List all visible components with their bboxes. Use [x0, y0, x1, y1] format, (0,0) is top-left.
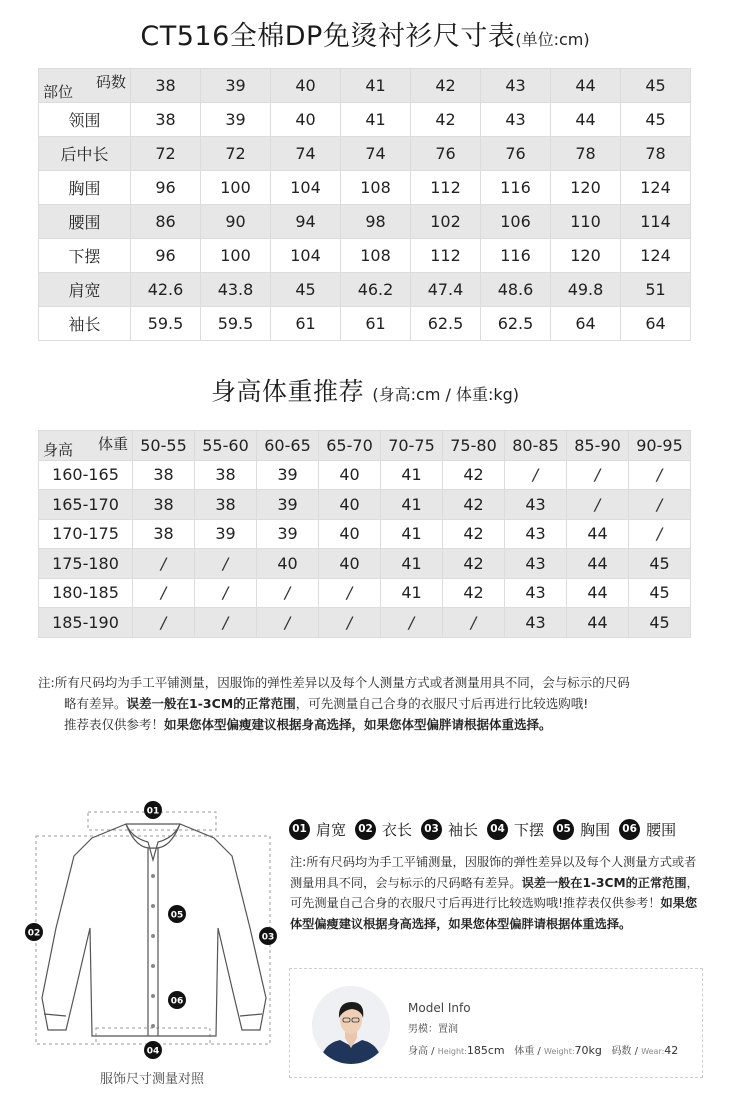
diagram-badges	[22, 798, 282, 1068]
recommend-cell: 38	[133, 460, 195, 490]
legend-label: 下摆	[514, 820, 545, 839]
recommend-cell: 41	[381, 578, 443, 608]
height-label-cell: 175-180	[39, 549, 133, 579]
recommend-cell: 43	[505, 608, 567, 638]
recommend-cell: /	[195, 608, 257, 638]
measurement-legend	[289, 817, 709, 841]
model-weight-en: Weight:	[543, 1047, 575, 1056]
corner-bottom-label: 部位	[43, 83, 74, 101]
legend-number-icon: 01	[289, 819, 310, 840]
recommend-header-row	[39, 431, 691, 461]
size-cell: 47.4	[411, 273, 481, 307]
model-height-en: Height:	[437, 1047, 467, 1056]
size-header-cell: 39	[201, 69, 271, 103]
svg-text:04: 04	[146, 1046, 160, 1057]
size-cell: 61	[271, 307, 341, 341]
size-cell: 72	[201, 137, 271, 171]
size-cell: 43.8	[201, 273, 271, 307]
recommend-cell: 39	[195, 519, 257, 549]
model-info-card	[289, 968, 703, 1078]
recommend-cell: 38	[195, 460, 257, 490]
recommend-cell: /	[381, 608, 443, 638]
size-cell: 116	[481, 171, 551, 205]
note-line-3	[38, 714, 698, 735]
model-weight: 70kg	[574, 1044, 602, 1057]
size-cell: 45	[271, 273, 341, 307]
size-cell: 78	[551, 137, 621, 171]
size-cell: 39	[201, 103, 271, 137]
recommend-row	[39, 578, 691, 608]
weight-header-cell: 70-75	[381, 431, 443, 461]
size-chart-title-text: CT516全棉DP免烫衬衫尺寸表	[140, 21, 516, 52]
recommend-row	[39, 608, 691, 638]
note-line-2b: 误差一般在1-3CM的正常范围	[126, 696, 296, 711]
size-cell: 62.5	[481, 307, 551, 341]
recommend-cell: /	[629, 490, 691, 520]
recommend-cell: 41	[381, 490, 443, 520]
legend-item	[289, 819, 346, 840]
note-line-3a: 推荐表仅供参考！	[64, 717, 165, 732]
recommend-cell: /	[319, 578, 381, 608]
note-line-2c: ，可先测量自己合身的衣服尺寸后再进行比较选购哦!	[295, 696, 589, 711]
recommend-cell: 38	[133, 490, 195, 520]
legend-item	[487, 819, 544, 840]
recommend-cell: /	[443, 608, 505, 638]
recommend-cell: 39	[257, 519, 319, 549]
weight-header-cell: 50-55	[133, 431, 195, 461]
note2-d: 推荐表仅供参考！	[563, 896, 661, 910]
size-cell: 100	[201, 171, 271, 205]
size-row	[39, 137, 691, 171]
recommend-cell: /	[257, 578, 319, 608]
recommend-cell: 40	[319, 490, 381, 520]
weight-header-cell: 75-80	[443, 431, 505, 461]
size-cell: 108	[341, 239, 411, 273]
legend-number-icon: 04	[487, 819, 508, 840]
recommend-row	[39, 549, 691, 579]
size-chart-table	[38, 68, 691, 341]
note2-e: 如果您体型偏瘦建议根据身高选择，如果您体型偏胖请根据体重选择。	[290, 896, 698, 931]
corner-bottom-label: 身高	[43, 440, 74, 459]
measurement-note-2	[290, 852, 704, 934]
recommend-cell: 45	[629, 549, 691, 579]
size-cell: 76	[481, 137, 551, 171]
size-cell: 48.6	[481, 273, 551, 307]
size-cell: 40	[271, 103, 341, 137]
note2-b: 误差一般在1-3CM的正常范围	[521, 875, 687, 890]
size-header-cell: 43	[481, 69, 551, 103]
recommend-cell: 40	[319, 519, 381, 549]
legend-label: 腰围	[646, 820, 677, 839]
weight-header-cell: 80-85	[505, 431, 567, 461]
size-cell: 96	[131, 171, 201, 205]
legend-item	[553, 819, 610, 840]
recommend-cell: 42	[443, 549, 505, 579]
size-cell: 74	[271, 137, 341, 171]
recommend-cell: /	[505, 460, 567, 490]
size-cell: 45	[621, 103, 691, 137]
size-cell: 46.2	[341, 273, 411, 307]
size-corner-cell	[39, 69, 131, 103]
size-row	[39, 103, 691, 137]
model-avatar	[312, 986, 390, 1064]
size-cell: 43	[481, 103, 551, 137]
recommend-cell: 40	[257, 549, 319, 579]
weight-header-cell: 85-90	[567, 431, 629, 461]
badge-05-icon	[168, 905, 186, 923]
size-cell: 38	[131, 103, 201, 137]
height-label-cell: 170-175	[39, 519, 133, 549]
weight-header-cell: 65-70	[319, 431, 381, 461]
recommend-row	[39, 490, 691, 520]
legend-number-icon: 06	[619, 819, 640, 840]
size-row-label: 胸围	[39, 171, 131, 205]
recommend-title-text: 身高体重推荐	[210, 377, 364, 406]
size-cell: 90	[201, 205, 271, 239]
size-row	[39, 171, 691, 205]
model-size: 42	[664, 1044, 679, 1057]
size-chart-unit: (单位:cm)	[515, 30, 590, 49]
size-row-label: 腰围	[39, 205, 131, 239]
size-cell: 61	[341, 307, 411, 341]
recommend-table	[38, 430, 691, 638]
size-row	[39, 307, 691, 341]
legend-item	[619, 819, 676, 840]
recommend-cell: 42	[443, 519, 505, 549]
height-label-cell: 160-165	[39, 460, 133, 490]
recommend-unit: (身高:cm / 体重:kg)	[372, 385, 520, 404]
note2-c: ，可先测量自己合身的衣服尺寸后再进行比较选购哦!	[290, 875, 699, 910]
legend-label: 肩宽	[316, 820, 347, 839]
recommend-cell: /	[133, 549, 195, 579]
badge-04-icon	[144, 1041, 162, 1059]
size-row	[39, 205, 691, 239]
recommend-cell: /	[133, 608, 195, 638]
legend-label: 衣长	[382, 820, 413, 839]
size-cell: 94	[271, 205, 341, 239]
recommend-cell: 43	[505, 490, 567, 520]
recommend-cell: 45	[629, 578, 691, 608]
legend-label: 袖长	[448, 820, 479, 839]
size-cell: 78	[621, 137, 691, 171]
recommend-cell: 42	[443, 578, 505, 608]
badge-03-icon	[259, 927, 277, 945]
size-cell: 64	[621, 307, 691, 341]
recommend-corner-cell	[39, 431, 133, 461]
size-cell: 104	[271, 239, 341, 273]
note-line-3b: 如果您体型偏瘦建议根据身高选择，如果您体型偏胖请根据体重选择。	[164, 717, 552, 732]
legend-item	[355, 819, 412, 840]
recommend-cell: 43	[505, 549, 567, 579]
height-label-cell: 165-170	[39, 490, 133, 520]
recommend-cell: 45	[629, 608, 691, 638]
size-cell: 51	[621, 273, 691, 307]
size-cell: 42.6	[131, 273, 201, 307]
size-chart-title	[0, 14, 730, 53]
size-cell: 114	[621, 205, 691, 239]
note-line-2	[38, 693, 698, 714]
recommend-cell: 41	[381, 549, 443, 579]
recommend-cell: /	[629, 519, 691, 549]
recommend-cell: 43	[505, 578, 567, 608]
recommend-cell: 42	[443, 460, 505, 490]
legend-label: 胸围	[580, 820, 611, 839]
note-line-1: 注:所有尺码均为手工平铺测量，因服饰的弹性差异以及每个人测量方式或者测量用具不同，会与标示的尺码	[38, 675, 630, 690]
height-label-cell: 185-190	[39, 608, 133, 638]
model-size-en: Wear:	[641, 1047, 665, 1056]
size-cell: 102	[411, 205, 481, 239]
measurement-note	[38, 672, 698, 735]
model-name: 置润	[438, 1024, 458, 1035]
size-cell: 64	[551, 307, 621, 341]
size-header-row	[39, 69, 691, 103]
model-height-label: 身高 /	[408, 1046, 435, 1057]
size-cell: 76	[411, 137, 481, 171]
size-cell: 59.5	[131, 307, 201, 341]
size-cell: 112	[411, 239, 481, 273]
recommend-cell: /	[133, 578, 195, 608]
diagram-caption: 服饰尺寸测量对照	[99, 1072, 204, 1087]
size-cell: 96	[131, 239, 201, 273]
size-cell: 42	[411, 103, 481, 137]
recommend-cell: /	[567, 490, 629, 520]
size-cell: 74	[341, 137, 411, 171]
legend-number-icon: 02	[355, 819, 376, 840]
size-cell: 44	[551, 103, 621, 137]
size-header-cell: 40	[271, 69, 341, 103]
size-header-cell: 38	[131, 69, 201, 103]
recommend-cell: 38	[195, 490, 257, 520]
size-cell: 100	[201, 239, 271, 273]
size-cell: 124	[621, 239, 691, 273]
recommend-cell: 41	[381, 519, 443, 549]
recommend-row	[39, 460, 691, 490]
recommend-cell: 44	[567, 549, 629, 579]
size-header-cell: 44	[551, 69, 621, 103]
svg-text:05: 05	[170, 910, 184, 921]
size-cell: 72	[131, 137, 201, 171]
shirt-measurement-diagram	[22, 798, 282, 1098]
model-stats-row	[408, 1042, 678, 1057]
recommend-cell: 43	[505, 519, 567, 549]
note-line-2a: 略有差异。	[64, 696, 127, 711]
recommend-title	[0, 372, 730, 408]
recommend-cell: 42	[443, 490, 505, 520]
recommend-cell: 41	[381, 460, 443, 490]
svg-text:03: 03	[261, 932, 275, 943]
badge-06-icon	[168, 991, 186, 1009]
model-info-title: Model Info	[408, 1001, 471, 1015]
size-row-label: 肩宽	[39, 273, 131, 307]
recommend-cell: /	[195, 578, 257, 608]
size-cell: 59.5	[201, 307, 271, 341]
recommend-cell: 38	[133, 519, 195, 549]
corner-top-label: 码数	[95, 73, 126, 91]
badge-01-icon	[144, 801, 162, 819]
size-header-cell: 45	[621, 69, 691, 103]
size-cell: 49.8	[551, 273, 621, 307]
size-cell: 62.5	[411, 307, 481, 341]
size-row-label: 袖长	[39, 307, 131, 341]
legend-number-icon: 03	[421, 819, 442, 840]
recommend-cell: 44	[567, 608, 629, 638]
badge-02-icon	[25, 923, 43, 941]
recommend-cell: 40	[319, 460, 381, 490]
model-size-label: 码数 /	[611, 1046, 638, 1057]
recommend-row	[39, 519, 691, 549]
recommend-cell: 40	[319, 549, 381, 579]
legend-item	[421, 819, 478, 840]
model-weight-label: 体重 /	[514, 1046, 541, 1057]
recommend-cell: /	[629, 460, 691, 490]
height-label-cell: 180-185	[39, 578, 133, 608]
recommend-cell: 44	[567, 519, 629, 549]
model-name-row	[408, 1020, 678, 1035]
recommend-cell: /	[195, 549, 257, 579]
model-photo-icon	[312, 986, 390, 1064]
size-cell: 104	[271, 171, 341, 205]
size-cell: 120	[551, 171, 621, 205]
size-row	[39, 273, 691, 307]
svg-text:06: 06	[170, 996, 184, 1007]
recommend-cell: /	[319, 608, 381, 638]
legend-number-icon: 05	[553, 819, 574, 840]
size-cell: 112	[411, 171, 481, 205]
size-cell: 86	[131, 205, 201, 239]
recommend-cell: 39	[257, 460, 319, 490]
size-row-label: 领围	[39, 103, 131, 137]
weight-header-cell: 55-60	[195, 431, 257, 461]
recommend-cell: /	[257, 608, 319, 638]
corner-top-label: 体重	[97, 435, 128, 453]
size-cell: 120	[551, 239, 621, 273]
size-row	[39, 239, 691, 273]
size-cell: 110	[551, 205, 621, 239]
size-cell: 116	[481, 239, 551, 273]
size-cell: 108	[341, 171, 411, 205]
recommend-cell: 39	[257, 490, 319, 520]
size-row-label: 下摆	[39, 239, 131, 273]
size-cell: 41	[341, 103, 411, 137]
model-height: 185cm	[466, 1044, 505, 1057]
size-cell: 106	[481, 205, 551, 239]
size-header-cell: 41	[341, 69, 411, 103]
size-row-label: 后中长	[39, 137, 131, 171]
svg-text:01: 01	[146, 806, 160, 817]
recommend-cell: /	[567, 460, 629, 490]
size-cell: 98	[341, 205, 411, 239]
recommend-cell: 44	[567, 578, 629, 608]
weight-header-cell: 90-95	[629, 431, 691, 461]
model-name-label: 男模：	[408, 1024, 438, 1035]
note2-a: 注:所有尺码均为手工平铺测量，因服饰的弹性差异以及每个人测量方式或者测量用具不同，会与标示的尺码略有差异。	[290, 855, 697, 890]
size-header-cell: 42	[411, 69, 481, 103]
model-info	[408, 1001, 678, 1064]
size-cell: 124	[621, 171, 691, 205]
svg-text:02: 02	[27, 928, 41, 939]
weight-header-cell: 60-65	[257, 431, 319, 461]
